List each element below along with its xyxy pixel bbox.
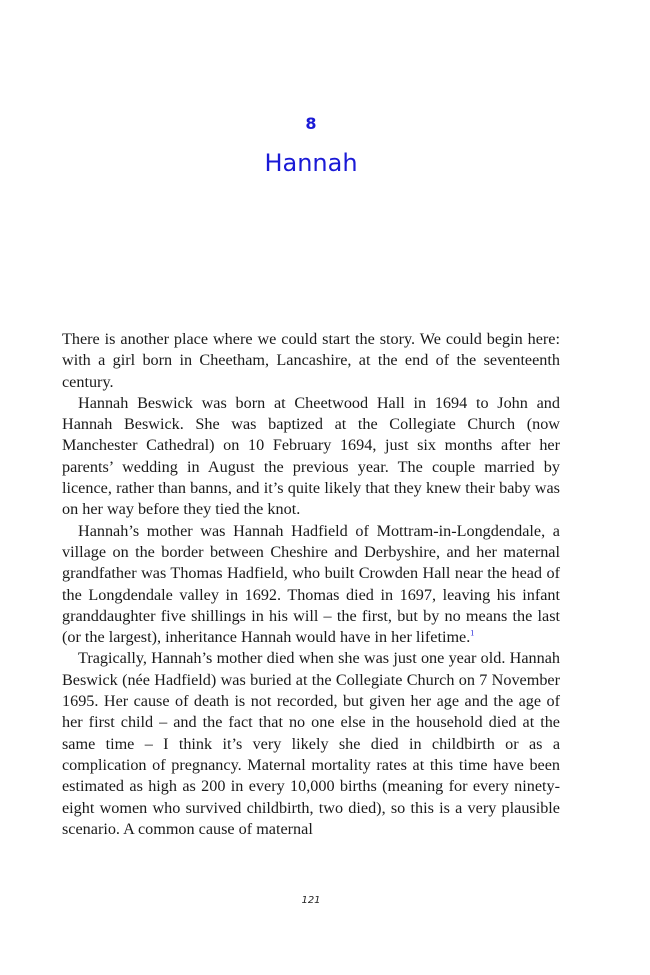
paragraph-3 xyxy=(62,521,560,649)
page-number: 121 xyxy=(301,895,321,906)
body-text xyxy=(62,329,560,840)
paragraph-2: Hannah Beswick was born at Cheetwood Hall in 1694 to John and Hannah Beswick. She was baptized at the Collegiate Church (now Manchester Cathedral) on 10 February 1694, just six months after her parents’ wedding in August the previous year. The couple married by licence, rather than banns, and it’s quite likely that they knew their baby was on her way before they tied the knot. xyxy=(62,393,560,519)
paragraph-4: Tragically, Hannah’s mother died when she was just one year old. Hannah Beswick (née Hadfield) was buried at the Collegiate Church on 7 November 1695. Her cause of death is not recorded, but given her age and the age of her first child – and the fact that no one else in the household died at the same time – I think it’s very likely she died in childbirth or as a complication of pregnancy. Maternal mortality rates at this time have been estimated as high as 200 in every 10,000 births (meaning for every ninety-eight women who survived childbirth, two died), so this is a very plausible scenario. A common cause of maternal xyxy=(62,649,560,838)
paragraph-1: There is another place where we could start the story. We could begin here: with a girl born in Cheetham, Lancashire, at the end of the seventeenth century. xyxy=(62,330,560,391)
paragraph-3-text: Hannah’s mother was Hannah Hadfield of Mottram-in-Longdendale, a village on the border between Cheshire and Derbyshire, and her maternal grandfather was Thomas Hadfield, who built Crowden Hall near the head of the Longdendale valley in 1692. Thomas died in 1697, leaving his infant granddaughter five shillings in his will – the first, but by no means the last (or the largest), inheritance Hannah would have in her lifetime. xyxy=(62,521,560,647)
chapter-title: Hannah xyxy=(264,149,358,177)
chapter-number: 8 xyxy=(305,114,317,133)
footnote-reference[interactable]: 1 xyxy=(470,628,475,638)
